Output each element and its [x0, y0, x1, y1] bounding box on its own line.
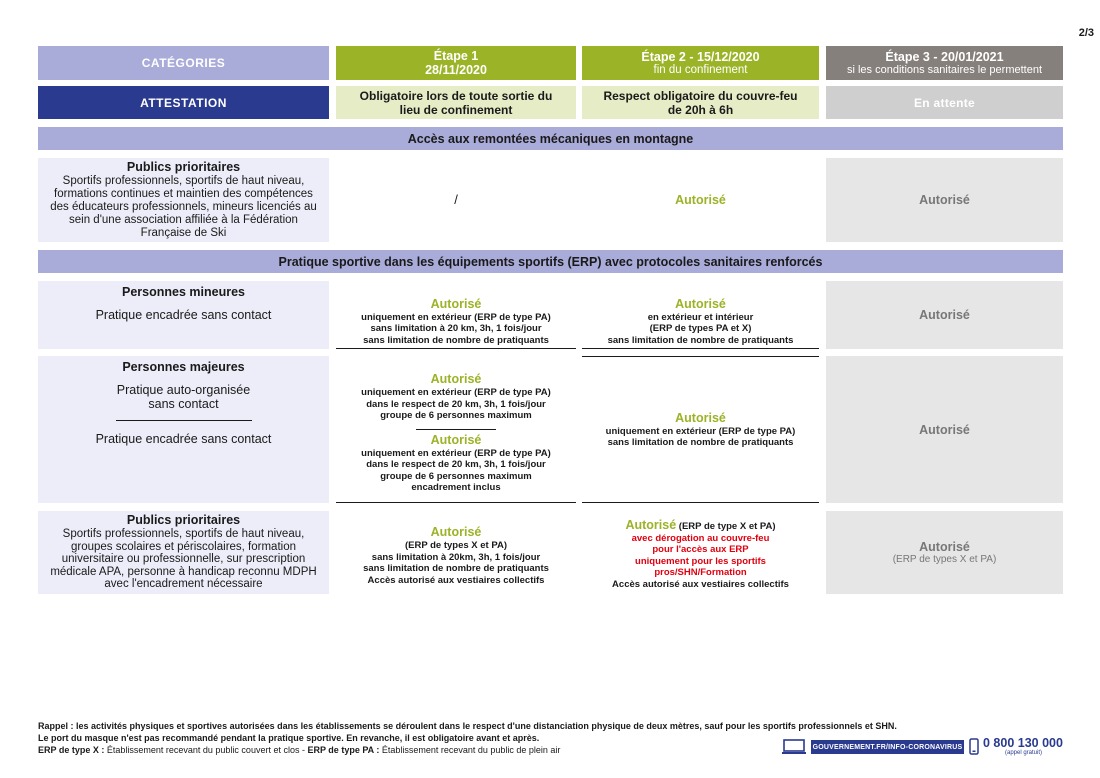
- computer-icon: [782, 739, 806, 755]
- prioritaires-etape2-r4: pros/SHN/Formation: [654, 567, 747, 578]
- prioritaires-heading: Publics prioritaires: [126, 513, 241, 527]
- etape2-title: Étape 2 - 15/12/2020: [641, 50, 760, 64]
- footer-erp-x-text: Établissement recevant du public couvert et clos -: [104, 745, 308, 755]
- majeurs-etape2-l2: sans limitation de nombre de pratiquants: [607, 437, 794, 448]
- prioritaires-etape2-type: (ERP de type X et PA): [678, 520, 776, 532]
- majeurs-etape1a-status: Autorisé: [430, 372, 482, 386]
- section-pratique-erp: Pratique sportive dans les équipements sportifs (ERP) avec protocoles sanitaires renforcés: [38, 250, 1063, 273]
- majeurs-divider: [116, 420, 252, 421]
- prioritaires-etape2-r3: uniquement pour les sportifs: [635, 555, 766, 567]
- etape2-attestation: Respect obligatoire du couvre-feu de 20h à 6h: [582, 86, 819, 119]
- majeurs-etape2-status: Autorisé: [675, 410, 726, 425]
- majeurs-etape1a-l3: groupe de 6 personnes maximum: [380, 410, 532, 421]
- majeurs-etape1-divider: [416, 429, 496, 430]
- prioritaires-etape1-l1: (ERP de types X et PA): [404, 540, 508, 551]
- phone-number[interactable]: 0 800 130 000: [983, 736, 1063, 750]
- prioritaires-etape1-status: Autorisé: [430, 525, 482, 539]
- majeurs-etape1: [336, 356, 576, 503]
- remontees-publics-text: Sportifs professionnels, sportifs de haut niveau, formations continues et maintien des compétences des éducateurs professionnels, mineurs licenciés au sein d'une association affiliée à la Fédération Française de Ski: [50, 175, 317, 239]
- prioritaires-etape3-sub: (ERP de types X et PA): [892, 554, 997, 565]
- prioritaires-etape1: [336, 511, 576, 586]
- section-remontees: Accès aux remontées mécaniques en montagne: [38, 127, 1063, 150]
- remontees-etape1-value: /: [454, 192, 458, 208]
- majeurs-text2: Pratique encadrée sans contact: [95, 432, 272, 446]
- majeurs-etape1b-status: Autorisé: [430, 432, 482, 447]
- footer-erp-x-label: ERP de type X :: [38, 745, 105, 755]
- mineurs-etape3-value: Autorisé: [919, 308, 970, 322]
- categories-header: CATÉGORIES: [38, 46, 329, 80]
- prioritaires-etape2-status: Autorisé: [625, 517, 677, 532]
- remontees-etape2-value: Autorisé: [675, 192, 726, 207]
- gov-url-badge[interactable]: GOUVERNEMENT.FR/INFO-CORONAVIRUS: [811, 740, 964, 754]
- page-number: 2/3: [1078, 27, 1094, 39]
- majeurs-etape1b-l3: groupe de 6 personnes maximum: [380, 470, 532, 482]
- footer-rappel: Rappel : les activités physiques et sportives autorisées dans les établissements se déroulent dans le respect d'une distanciation physique de deux mètres, sauf pour les sportifs professionnels et SHN.: [38, 721, 897, 731]
- prioritaires-etape2-r1: avec dérogation au couvre-feu: [631, 532, 770, 544]
- majeurs-etape2-l1: uniquement en extérieur (ERP de type PA): [605, 425, 796, 437]
- mineurs-etape1-l1: uniquement en extérieur (ERP de type PA): [361, 311, 551, 323]
- majeurs-cell: [38, 356, 329, 503]
- attestation-header: ATTESTATION: [38, 86, 329, 119]
- mineurs-etape2-l2: (ERP de types PA et X): [649, 323, 752, 334]
- majeurs-etape1a-l2: dans le respect de 20 km, 3h, 1 fois/jour: [366, 398, 546, 410]
- mineurs-etape2-status: Autorisé: [675, 296, 726, 311]
- footer-erp-pa-label: ERP de type PA :: [307, 745, 380, 755]
- mineurs-text: Pratique encadrée sans contact: [95, 308, 272, 322]
- mineurs-etape1: [336, 281, 576, 349]
- prioritaires-etape2-l5: Accès autorisé aux vestiaires collectifs: [612, 578, 789, 590]
- majeurs-etape1b-l4: encadrement inclus: [411, 482, 501, 493]
- majeurs-etape1b-l2: dans le respect de 20 km, 3h, 1 fois/jour: [366, 459, 546, 470]
- remontees-publics-heading: Publics prioritaires: [126, 160, 241, 174]
- majeurs-etape1b-l1: uniquement en extérieur (ERP de type PA): [361, 447, 551, 459]
- prioritaires-etape2-r2: pour l'accès aux ERP: [652, 544, 749, 555]
- majeurs-text1b: sans contact: [148, 397, 219, 411]
- phone-note: (appel gratuit): [1005, 750, 1043, 756]
- majeurs-etape3: [826, 356, 1063, 503]
- prioritaires-etape3-value: Autorisé: [919, 540, 970, 554]
- etape2-subtitle: fin du confinement: [653, 64, 748, 76]
- majeurs-text1a: Pratique auto-organisée: [116, 383, 251, 397]
- mineurs-etape2-l1: en extérieur et intérieur: [647, 311, 754, 323]
- prioritaires-etape2: [582, 511, 819, 590]
- etape1-attestation: Obligatoire lors de toute sortie du lieu de confinement: [336, 86, 576, 119]
- etape1-title: Étape 1: [433, 49, 479, 63]
- mineurs-etape1-status: Autorisé: [430, 296, 482, 311]
- phone-icon: [969, 738, 979, 755]
- etape3-subtitle: si les conditions sanitaires le permettent: [846, 64, 1043, 76]
- remontees-etape3-value: Autorisé: [919, 193, 970, 207]
- majeurs-etape3-value: Autorisé: [919, 422, 970, 437]
- etape2-header: [582, 46, 819, 80]
- etape1-header: [336, 46, 576, 80]
- remontees-etape2: [582, 158, 819, 242]
- mineurs-etape2: [582, 281, 819, 349]
- etape1-date: 28/11/2020: [425, 63, 487, 77]
- prioritaires-etape3: [826, 511, 1063, 594]
- prioritaires-etape1-l3: sans limitation de nombre de pratiquants: [363, 563, 549, 574]
- mineurs-cell: [38, 281, 329, 349]
- prioritaires-text: Sportifs professionnels, sportifs de haut niveau, groupes scolaires et périscolaires, formation universitaire ou professionnelle, sur prescription médicale APA, personne à handicap reconnu MDPH avec l'encadrement nécessaire: [50, 528, 317, 590]
- mineurs-etape2-l3: sans limitation de nombre de pratiquants: [607, 334, 794, 346]
- majeurs-etape1a-l1: uniquement en extérieur (ERP de type PA): [361, 387, 551, 398]
- prioritaires-cell: [38, 511, 329, 594]
- prioritaires-etape1-l2: sans limitation à 20km, 3h, 1 fois/jour: [371, 551, 541, 563]
- etape3-attestation: En attente: [826, 86, 1063, 119]
- etape3-header: [826, 46, 1063, 80]
- majeurs-heading: Personnes majeures: [122, 360, 245, 374]
- footer-erp-pa-text: Établissement recevant du public de plein air: [379, 745, 561, 755]
- prioritaires-etape1-l4: Accès autorisé aux vestiaires collectifs: [367, 574, 545, 586]
- mineurs-heading: Personnes mineures: [122, 285, 245, 299]
- majeurs-etape2: [582, 356, 819, 503]
- remontees-etape3: [826, 158, 1063, 242]
- mineurs-etape1-l3: sans limitation de nombre de pratiquants: [363, 334, 549, 346]
- footer-masque: Le port du masque n'est pas recommandé pendant la pratique sportive. En revanche, il est obligatoire avant et après.: [38, 733, 540, 743]
- remontees-publics-cell: [38, 158, 329, 242]
- mineurs-etape1-l2: sans limitation à 20 km, 3h, 1 fois/jour: [370, 323, 542, 334]
- remontees-etape1: [336, 158, 576, 242]
- etape3-title: Étape 3 - 20/01/2021: [885, 50, 1004, 64]
- mineurs-etape3: [826, 281, 1063, 349]
